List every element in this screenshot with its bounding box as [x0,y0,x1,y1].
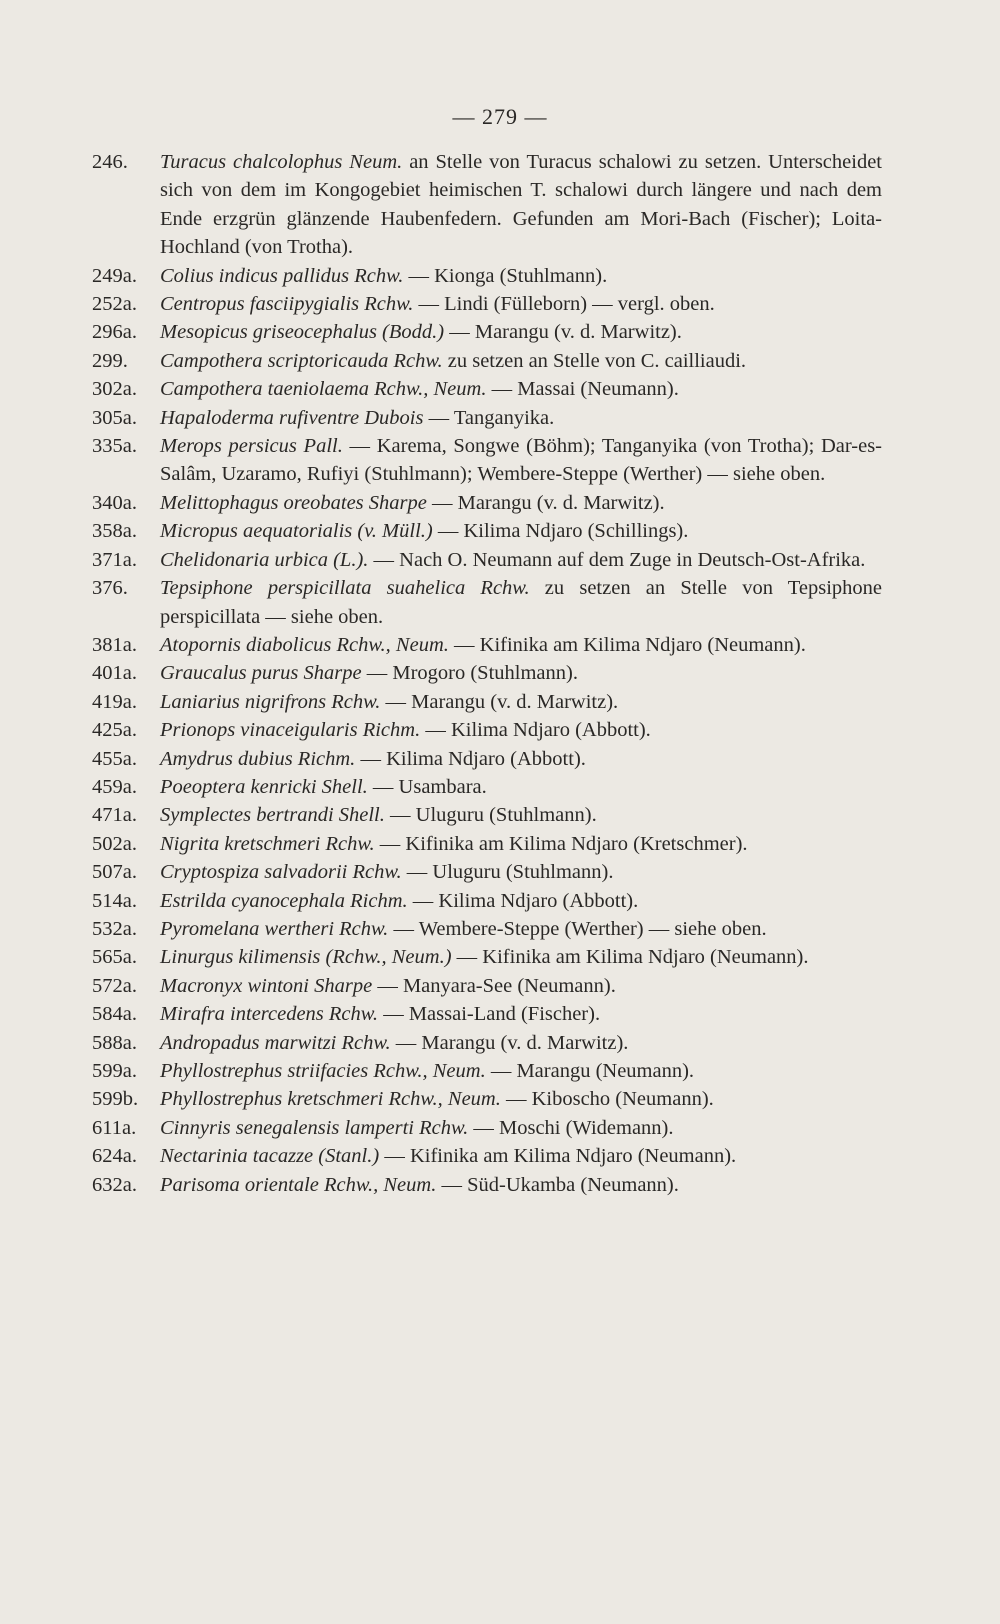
list-item [92,1114,882,1142]
species-name: Phyllostrephus kretschmeri Rchw., Neum. [160,1088,501,1111]
entry-text [160,1057,882,1085]
entry-number: 381a. [92,633,137,656]
list-item [92,1029,882,1057]
entry-number: 611a. [92,1116,137,1139]
entry-text [160,262,882,290]
entry-note: — Massai-Land (Fischer). [383,1003,601,1026]
list-item [92,1000,882,1028]
entry-text [160,574,882,631]
list-item [92,517,882,545]
page-number: — 279 — [452,104,548,129]
entry-text [160,1029,882,1057]
entry-note: — Karema, Songwe (Böhm); Tanganyika (von Trotha); Dar-es-Salâm, Uzaramo, Rufiyi (Stuhlmann); Wembere-Steppe (Werther) — siehe oben. [160,435,882,486]
entry-number: 514a. [92,889,137,912]
entry-note: — Tanganyika. [428,406,555,429]
list-item [92,943,882,971]
entry-text [160,290,882,318]
entry-note: — Kilima Ndjaro (Abbott). [360,747,586,770]
entry-number: 401a. [92,662,137,685]
list-item [92,688,882,716]
entry-note: — Massai (Neumann). [491,378,679,401]
list-item [92,830,882,858]
entry-number: 302a. [92,378,137,401]
list-item [92,887,882,915]
entry-text [160,432,882,489]
species-name: Campothera taeniolaema Rchw., Neum. [160,378,487,401]
entry-note: — Kilima Ndjaro (Schillings). [437,520,689,543]
species-name: Graucalus purus Sharpe [160,662,362,685]
entry-text [160,801,882,829]
entry-note: — Nach O. Neumann auf dem Zuge in Deutsch-Ost-Afrika. [373,548,866,571]
entry-text [160,915,882,943]
species-name: Cinnyris senegalensis lamperti Rchw. [160,1116,469,1139]
list-item [92,262,882,290]
entry-note: — Kifinika am Kilima Ndjaro (Neumann). [454,633,806,656]
species-name: Pyromelana wertheri Rchw. [160,917,389,940]
entry-number: 425a. [92,719,137,742]
entry-text [160,1085,882,1113]
entry-text [160,716,882,744]
entry-number: 565a. [92,946,137,969]
entry-text [160,347,882,375]
species-name: Nigrita kretschmeri Rchw. [160,832,375,855]
entry-note: — Marangu (v. d. Marwitz). [449,321,682,344]
entry-number: 305a. [92,406,137,429]
entry-text [160,858,882,886]
entry-number: 340a. [92,491,137,514]
entry-note: — Uluguru (Stuhlmann). [390,804,597,827]
entry-note: — Marangu (v. d. Marwitz). [395,1031,629,1054]
species-name: Amydrus dubius Richm. [160,747,356,770]
entry-note: — Kifinika am Kilima Ndjaro (Neumann). [456,946,809,969]
entry-number: 599b. [92,1088,139,1111]
list-item [92,489,882,517]
entry-text [160,318,882,346]
entry-number: 299. [92,349,128,372]
entry-number: 502a. [92,832,137,855]
entry-note: — Kilima Ndjaro (Abbott). [425,719,651,742]
species-name: Campothera scriptoricauda Rchw. [160,349,443,372]
entry-number: 455a. [92,747,137,770]
list-item [92,290,882,318]
entry-text [160,943,882,971]
species-name: Symplectes bertrandi Shell. [160,804,385,827]
entry-note: zu setzen an Stelle von Tepsiphone perspicillata — siehe oben. [160,577,882,628]
entry-note: — Kilima Ndjaro (Abbott). [412,889,639,912]
entry-number: 246. [92,151,128,173]
list-item [92,659,882,687]
entry-number: 358a. [92,520,137,543]
entry-text [160,887,882,915]
entry-number: 419a. [92,690,137,713]
entry-text [160,404,882,432]
entry-text [160,745,882,773]
species-name: Mesopicus griseocephalus (Bodd.) [160,321,445,344]
species-name: Phyllostrephus striifacies Rchw., Neum. [160,1060,486,1082]
entry-number: 459a. [92,775,137,798]
list-item [92,404,882,432]
entry-text [160,1142,882,1170]
entry-note: zu setzen an Stelle von C. cailliaudi. [447,349,747,372]
entry-number: 532a. [92,917,137,940]
entry-number: 252a. [92,293,137,316]
species-name: Poeoptera kenricki Shell. [160,775,368,798]
species-name: Andropadus marwitzi Rchw. [160,1031,391,1054]
entry-text [160,148,882,262]
entry-text [160,546,882,574]
entry-note: — Kifinika am Kilima Ndjaro (Neumann). [384,1145,737,1168]
species-name: Melittophagus oreobates Sharpe [160,491,427,514]
entry-number: 249a. [92,264,137,287]
species-name: Hapaloderma rufiventre Dubois [160,406,424,429]
entry-number: 335a. [92,435,137,458]
entry-text [160,972,882,1000]
entry-note: — Moschi (Widemann). [473,1116,674,1139]
species-name: Mirafra intercedens Rchw. [160,1003,379,1026]
entry-text [160,688,882,716]
entry-note: — Marangu (v. d. Marwitz). [385,690,619,713]
list-item [92,773,882,801]
entry-number: 584a. [92,1003,137,1026]
entry-number: 371a. [92,548,137,571]
entry-note: — Lindi (Fülleborn) — vergl. oben. [418,293,715,316]
entry-note: — Kionga (Stuhlmann). [408,264,608,287]
entry-number: 296a. [92,321,137,344]
species-name: Colius indicus pallidus Rchw. [160,264,404,287]
species-name: Estrilda cyanocephala Richm. [160,889,408,912]
entry-number: 507a. [92,861,137,884]
list-item [92,858,882,886]
entry-number: 632a. [92,1173,137,1196]
entry-text [160,773,882,801]
entry-note: an Stelle von Turacus schalowi zu setzen. Unterscheidet sich von dem im Kongogebiet heimischen T. schalowi durch längere und nach dem Ende erzgrün glänzende Haubenfedern. Gefunden am Mori-Bach (Fischer); Loita-Hochland (von Trotha). [160,151,882,259]
list-item [92,745,882,773]
species-name: Merops persicus Pall. [160,435,343,458]
entry-text [160,659,882,687]
list-item [92,574,882,631]
species-name: Turacus chalcolophus Neum. [160,151,403,173]
species-name: Linurgus kilimensis (Rchw., Neum.) [160,946,452,969]
entry-number: 376. [92,577,128,600]
list-item [92,347,882,375]
entry-note: — Süd-Ukamba (Neumann). [441,1173,679,1196]
species-name: Chelidonaria urbica (L.). [160,548,369,571]
entry-text [160,375,882,403]
species-name: Nectarinia tacazze (Stanl.) [160,1145,380,1168]
entry-note: — Marangu (v. d. Marwitz). [431,491,665,514]
species-name: Tepsiphone perspicillata suahelica Rchw. [160,577,530,600]
entry-note: — Mrogoro (Stuhlmann). [366,662,578,685]
entry-note: — Usambara. [372,775,487,798]
list-item [92,1142,882,1170]
species-name: Cryptospiza salvadorii Rchw. [160,861,402,884]
entry-note: — Kiboscho (Neumann). [505,1088,714,1111]
entry-number: 588a. [92,1031,137,1054]
species-name: Centropus fasciipygialis Rchw. [160,293,414,316]
entry-note: — Wembere-Steppe (Werther) — siehe oben. [393,917,767,940]
entry-note: — Uluguru (Stuhlmann). [406,861,614,884]
list-item [92,375,882,403]
list-item [92,148,882,262]
list-item [92,1057,882,1085]
entry-note: — Kifinika am Kilima Ndjaro (Kretschmer). [379,832,748,855]
entry-note: — Marangu (Neumann). [490,1060,695,1082]
entry-text [160,517,882,545]
list-item [92,631,882,659]
species-name: Prionops vinaceigularis Richm. [160,719,421,742]
entry-number: 471a. [92,804,137,827]
entry-note: — Manyara-See (Neumann). [377,974,616,997]
entry-text [160,1171,882,1199]
species-name: Atopornis diabolicus Rchw., Neum. [160,633,449,656]
list-item [92,972,882,1000]
entry-list [92,148,882,1199]
list-item [92,915,882,943]
species-name: Laniarius nigrifrons Rchw. [160,690,381,713]
list-item [92,546,882,574]
entry-text [160,489,882,517]
entry-text [160,631,882,659]
species-name: Macronyx wintoni Sharpe [160,974,373,997]
list-item [92,716,882,744]
entry-text [160,830,882,858]
entry-text [160,1000,882,1028]
entry-number: 624a. [92,1145,137,1168]
list-item [92,432,882,489]
species-name: Micropus aequatorialis (v. Müll.) [160,520,433,543]
entry-number: 599a. [92,1060,137,1082]
entry-text [160,1114,882,1142]
entry-number: 572a. [92,974,137,997]
list-item [92,801,882,829]
list-item [92,1085,882,1113]
species-name: Parisoma orientale Rchw., Neum. [160,1173,437,1196]
list-item [92,318,882,346]
list-item [92,1171,882,1199]
